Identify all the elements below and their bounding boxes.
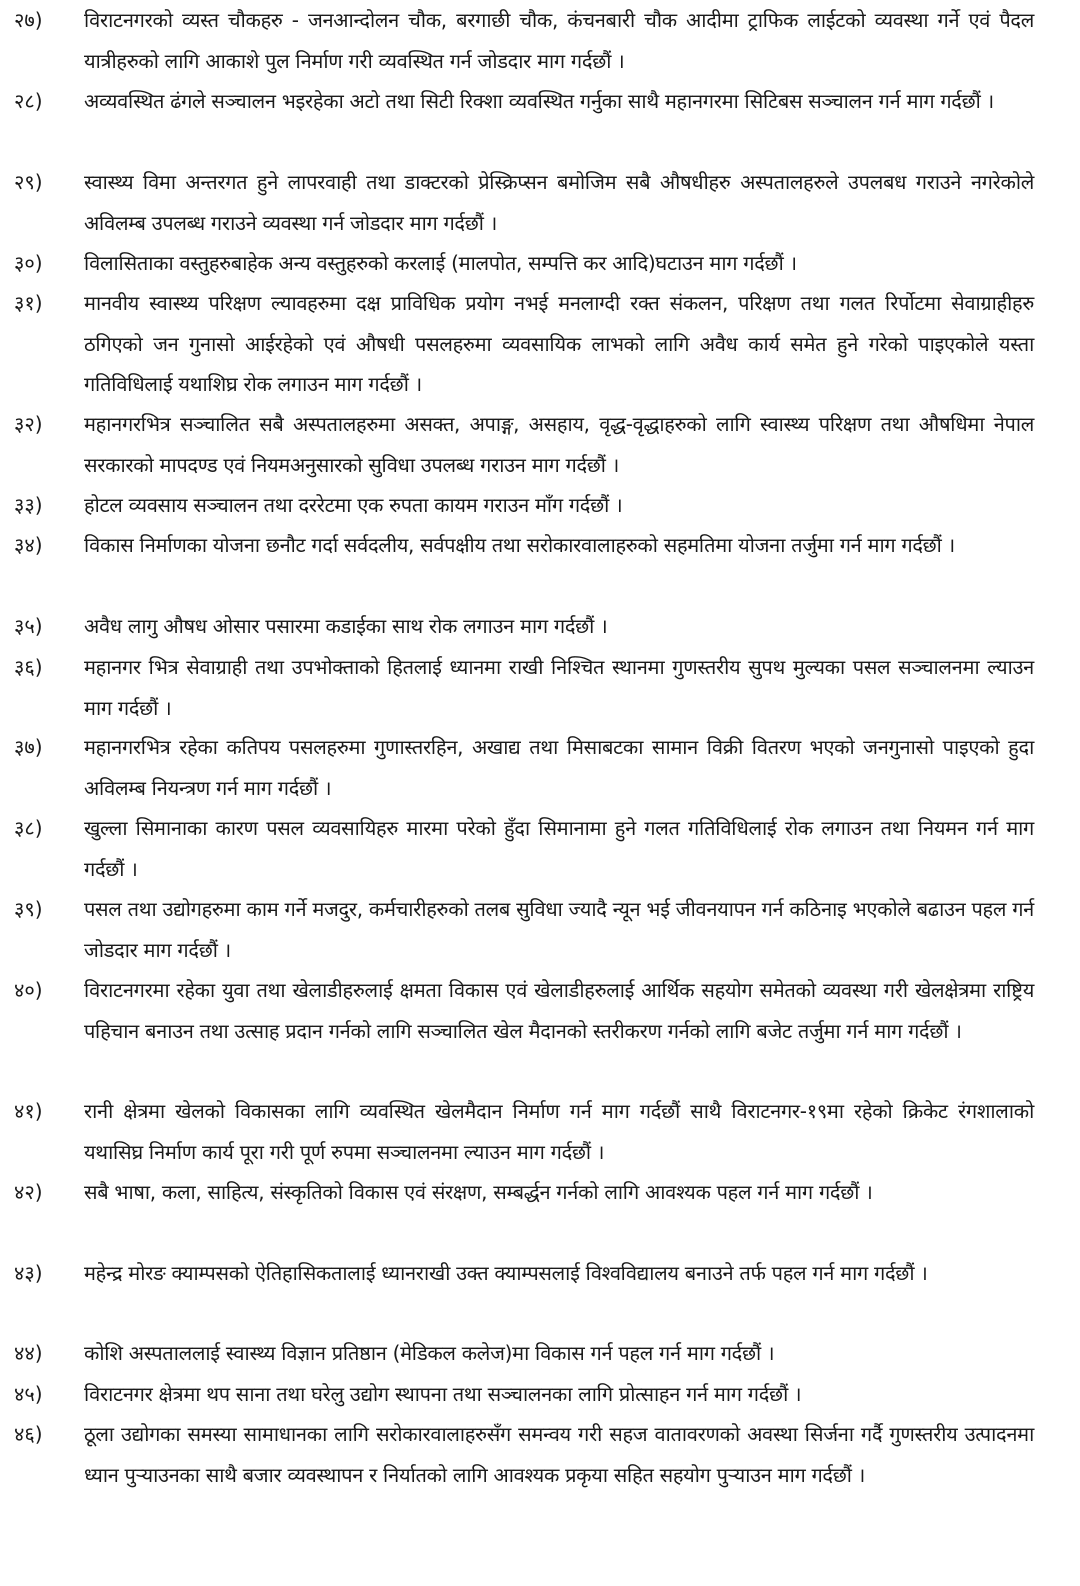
item-number: ४१) <box>14 1099 43 1123</box>
item-number: ४०) <box>14 978 43 1002</box>
item-number: ४३) <box>14 1261 43 1285</box>
item-text: विलासिताका वस्तुहरुबाहेक अन्य वस्तुहरुको करलाई (मालपोत, सम्पत्ति कर आदि)घटाउन माग गर्दछौं । <box>84 251 797 275</box>
item-number: ३४) <box>14 533 43 557</box>
item-number: ४२) <box>14 1180 43 1204</box>
item-text: खुल्ला सिमानाका कारण पसल व्यवसायिहरु मारमा परेको हुँदा सिमानामा हुने गलत गतिविधिलाई रोक लगाउन तथा नियमन गर्न माग गर्दछौं । <box>84 816 1034 881</box>
item-text: महानगरभित्र रहेका कतिपय पसलहरुमा गुणास्तरहिन, अखाद्य तथा मिसाबटका सामान विक्री वितरण भएको जनगुनासो पाइएको हुदा अविलम्ब नियन्त्रण गर्न माग गर्दछौं । <box>84 735 1034 800</box>
item-text: महानगरभित्र सञ्चालित सबै अस्पतालहरुमा असक्त, अपाङ्ग, असहाय, वृद्ध-वृद्धाहरुको लागि स्वास्थ्य परिक्षण तथा औषधिमा नेपाल सरकारको मापदण्ड एवं नियमअनुसारको सुविधा उपलब्ध गराउन माग गर्दछौं । <box>84 412 1034 477</box>
item-number: ४५) <box>14 1382 43 1406</box>
item-text: विराटनगर क्षेत्रमा थप साना तथा घरेलु उद्योग स्थापना तथा सञ्चालनका लागि प्रोत्साहन गर्न माग गर्दछौं । <box>84 1382 802 1406</box>
item-number: २९) <box>14 170 43 194</box>
item-number: २८) <box>14 89 43 113</box>
item-text: स्वास्थ्य विमा अन्तरगत हुने लापरवाही तथा डाक्टरको प्रेस्क्रिप्सन बमोजिम सबै औषधीहरु अस्पतालहरुले उपलबध गराउने नगरेकोले अविलम्ब उपलब्ध गराउने व्यवस्था गर्न जोडदार माग गर्दछौं । <box>84 170 1034 235</box>
item-text: कोशि अस्पताललाई स्वास्थ्य विज्ञान प्रतिष्ठान (मेडिकल कलेज)मा विकास गर्न पहल गर्न माग गर्दछौं । <box>84 1341 775 1365</box>
item-text: मानवीय स्वास्थ्य परिक्षण ल्यावहरुमा दक्ष प्राविधिक प्रयोग नभई मनलाग्दी रक्त संकलन, परिक्षण तथा गलत रिर्पोटमा सेवाग्राहीहरु ठगिएको जन गुनासो आईरहेको एवं औषधी पसलहरुमा व्यवसायिक लाभको लागि अवैध कार्य समेत हुने गरेको पाइएकोले यस्ता गतिविधिलाई यथाशिघ्र रोक लगाउन माग गर्दछौं । <box>84 291 1034 396</box>
item-number: ३२) <box>14 412 43 436</box>
item-text: होटल व्यवसाय सञ्चालन तथा दररेटमा एक रुपता कायम गराउन माँग गर्दछौं । <box>84 493 623 517</box>
item-text: पसल तथा उद्योगहरुमा काम गर्ने मजदुर, कर्मचारीहरुको तलब सुविधा ज्यादै न्यून भई जीवनयापन गर्न कठिनाइ भएकोले बढाउन पहल गर्न जोडदार माग गर्दछौं । <box>84 897 1034 962</box>
item-text: विराटनगरको व्यस्त चौकहरु - जनआन्दोलन चौक, बरगाछी चौक, कंचनबारी चौक आदीमा ट्राफिक लाईटको व्यवस्था गर्ने एवं पैदल यात्रीहरुको लागि आकाशे पुल निर्माण गरी व्यवस्थित गर्न जोडदार माग गर्दछौं । <box>84 8 1034 73</box>
item-number: ३६) <box>14 655 43 679</box>
item-number: ३५) <box>14 614 43 638</box>
item-text: विराटनगरमा रहेका युवा तथा खेलाडीहरुलाई क्षमता विकास एवं खेलाडीहरुलाई आर्थिक सहयोग समेतको व्यवस्था गरी खेलक्षेत्रमा राष्ट्रिय पहिचान बनाउन तथा उत्साह प्रदान गर्नको लागि सञ्चालित खेल मैदानको स्तरीकरण गर्नको लागि बजेट तर्जुमा गर्न माग गर्दछौं । <box>84 978 1034 1043</box>
item-text: रानी क्षेत्रमा खेलको विकासका लागि व्यवस्थित खेलमैदान निर्माण गर्न माग गर्दछौं साथै विराटनगर-१९मा रहेको क्रिकेट रंगशालाको यथासिघ्र निर्माण कार्य पूरा गरी पूर्ण रुपमा सञ्चालनमा ल्याउन माग गर्दछौं । <box>84 1099 1034 1164</box>
item-text: सबै भाषा, कला, साहित्य, संस्कृतिको विकास एवं संरक्षण, सम्बर्द्धन गर्नको लागि आवश्यक पहल गर्न माग गर्दछौं । <box>84 1180 873 1204</box>
item-number: ३१) <box>14 291 43 315</box>
item-number: ३३) <box>14 493 43 517</box>
item-text: महानगर भित्र सेवाग्राही तथा उपभोक्ताको हितलाई ध्यानमा राखी निश्चित स्थानमा गुणस्तरीय सुपथ मुल्यका पसल सञ्चालनमा ल्याउन माग गर्दछौं । <box>84 655 1034 720</box>
item-number: ४६) <box>14 1422 43 1446</box>
item-number: ४४) <box>14 1341 43 1365</box>
item-number: ३७) <box>14 735 43 759</box>
item-text: विकास निर्माणका योजना छनौट गर्दा सर्वदलीय, सर्वपक्षीय तथा सरोकारवालाहरुको सहमतिमा योजना तर्जुमा गर्न माग गर्दछौं । <box>84 533 955 557</box>
item-text: महेन्द्र मोरङ क्याम्पसको ऐतिहासिकतालाई ध्यानराखी उक्त क्याम्पसलाई विश्वविद्यालय बनाउने तर्फ पहल गर्न माग गर्दछौं । <box>84 1261 928 1285</box>
item-number: ३९) <box>14 897 43 921</box>
item-number: ३०) <box>14 251 43 275</box>
item-text: अव्यवस्थित ढंगले सञ्चालन भइरहेका अटो तथा सिटी रिक्शा व्यवस्थित गर्नुका साथै महानगरमा सिटिबस सञ्चालन गर्न माग गर्दछौं । <box>84 89 994 113</box>
item-text: ठूला उद्योगका समस्या सामाधानका लागि सरोकारवालाहरुसँग समन्वय गरी सहज वातावरणको अवस्था सिर्जना गर्दै गुणस्तरीय उत्पादनमा ध्यान पुऱ्याउनका साथै बजार व्यवस्थापन र निर्यातको लागि आवश्यक प्रकृया सहित सहयोग पुऱ्याउन माग गर्दछौं । <box>84 1422 1034 1487</box>
item-text: अवैध लागु औषध ओसार पसारमा कडाईका साथ रोक लगाउन माग गर्दछौं । <box>84 614 608 638</box>
item-number: २७) <box>14 8 43 32</box>
item-number: ३८) <box>14 816 43 840</box>
